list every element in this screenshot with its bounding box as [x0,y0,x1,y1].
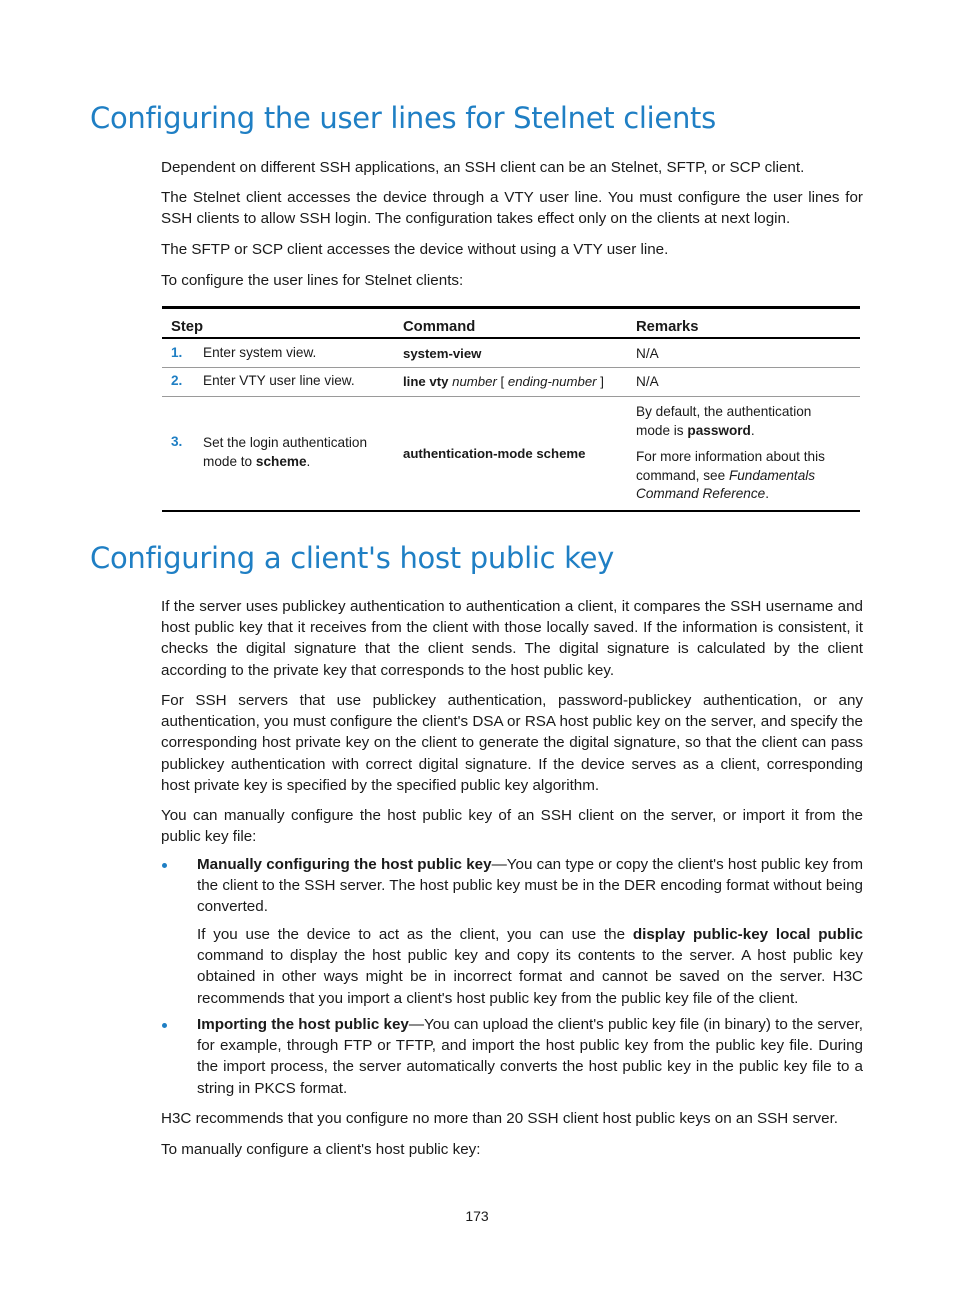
remarks-reference: For more information about this command, see Fundamentals Command Reference. [636,449,825,502]
paragraph-manual-intro: To manually configure a client's host public key: [161,1141,481,1158]
paragraph-publickey-auth: If the server uses publickey authentication to authentication a client, it compares the SSH username and host public key that it receives from the client with those locally saved. If the information is consistent, it checks the digital signature that the client sends. The digital signature is calculated by the client according to the private key that corresponds to the host public key. [161,598,863,679]
header-command: Command [403,319,476,335]
table-header-row [162,309,860,339]
command-keyword: line vty [403,374,449,389]
config-table [162,306,860,512]
command-text: system-view [403,346,482,361]
paragraph-ssh-applications: Dependent on different SSH applications, an SSH client can be an Stelnet, SFTP, or SCP client. [161,159,805,176]
command-argument: ending-number [507,374,597,389]
step-text: Set the login authentication mode to scheme. [203,435,368,469]
page-number: 173 [465,1208,489,1224]
step-number: 2. [171,373,183,388]
paragraph-recommendation: H3C recommends that you configure no more than 20 SSH client host public keys on an SSH server. [161,1110,839,1127]
section-heading-user-lines: Configuring the user lines for Stelnet clients [90,101,716,135]
step-number: 3. [171,434,183,449]
command-text: authentication-mode scheme [403,446,586,461]
remarks-text: By default, the authentication mode is password. [636,404,812,438]
bullet-import-key: Importing the host public key—You can upload the client's public key file (in binary) to the server, for example, through FTP or TFTP, and import the host public key from the public key file. During the import process, the server automatically converts the host public key in the public key file to a string in PKCS format. [197,1016,864,1097]
remarks-text: N/A [636,374,659,389]
bullet-manual-config: Manually configuring the host public key—You can type or copy the client's host public key from the client to the SSH server. The host public key must be in the DER encoding format without being converted. [197,856,864,916]
step-text: Enter system view. [203,345,317,360]
table-row [162,397,860,510]
paragraph-ssh-servers: For SSH servers that use publickey authentication, password-publickey authentication, or any authentication, you must configure the client's DSA or RSA host public key on the server, and specify the corresponding host private key on the client to generate the digital signature, so that the client can pass publickey authentication with correct digital signature. If the device serves as a client, corresponding host private key is specified by the specified public key algorithm. [161,692,863,794]
table-row [162,368,860,397]
paragraph-stelnet-vty: The Stelnet client accesses the device through a VTY user line. You must configure the user lines for SSH clients to allow SSH login. The configuration takes effect only on the clients at next login. [161,189,863,228]
command-argument: number [452,374,497,389]
bullet-manual-config-detail: If you use the device to act as the client, you can use the display public-key local public command to display the host public key and copy its contents to the server. A host public key obtained in other ways might be in incorrect format and cannot be saved on the server. H3C recommends that you import a client's host public key from the public key file of the client. [197,926,863,1007]
paragraph-table-intro: To configure the user lines for Stelnet clients: [161,272,464,289]
step-text: Enter VTY user line view. [203,373,355,388]
section-heading-host-public-key: Configuring a client's host public key [90,541,615,575]
header-step: Step [171,319,204,335]
table-row [162,339,860,368]
bracket-close: ] [600,374,604,389]
paragraph-manual-or-import: You can manually configure the host public key of an SSH client on the server, or import it from the public key file: [161,807,863,846]
bullet-dot [162,863,167,868]
bracket-open: [ [500,374,505,389]
step-number: 1. [171,345,183,360]
remarks-text: N/A [636,346,659,361]
paragraph-sftp-scp: The SFTP or SCP client accesses the device without using a VTY user line. [161,241,669,258]
bullet-dot [162,1023,167,1028]
header-remarks: Remarks [636,319,699,335]
command-text [403,374,604,389]
